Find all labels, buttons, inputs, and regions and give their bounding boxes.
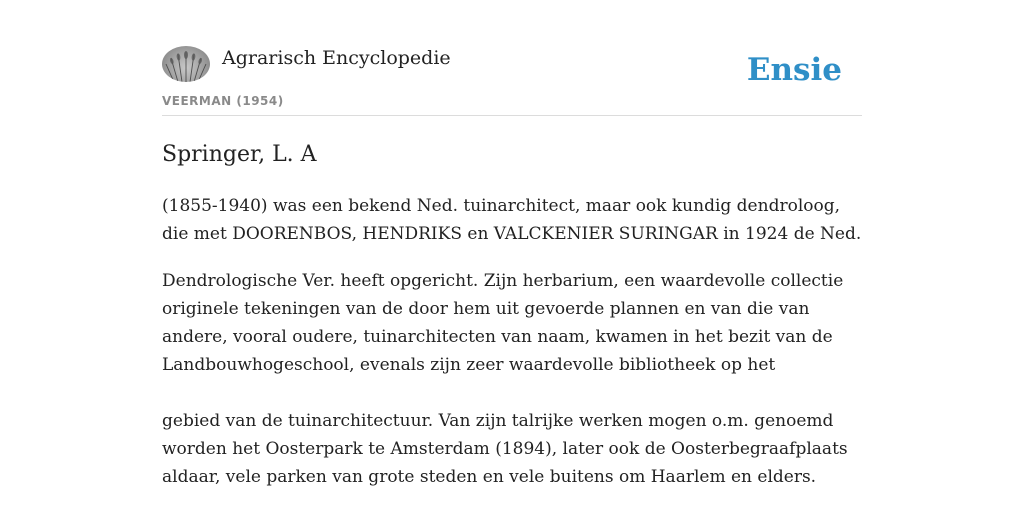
source-label: VEERMAN (1954) xyxy=(162,94,284,108)
encyclopedia-name[interactable]: Agrarisch Encyclopedie xyxy=(222,47,451,69)
article-paragraph: Dendrologische Ver. heeft opgericht. Zijn herbarium, een waardevolle collectie originele tekeningen van de door hem uit gevoerde plannen en van die van andere, vooral oudere, tuinarchitecten van naam, kwamen in het bezit van de Landbouwhogeschool, evenals zijn zeer waardevolle bibliotheek op het xyxy=(162,271,844,375)
article-paragraph: gebied van de tuinarchitectuur. Van zijn talrijke werken mogen o.m. genoemd worden het Oosterpark te Amsterdam (1894), later ook de Oosterbegraafplaats aldaar, vele parken van grote steden en vele buitens om Haarlem en elders. xyxy=(162,411,848,487)
header xyxy=(162,44,862,116)
article-paragraph: (1855-1940) was een bekend Ned. tuinarchitect, maar ook kundig dendroloog, die met DOORENBOS, HENDRIKS en VALCKENIER SURINGAR in 1924 de Ned. xyxy=(162,196,862,244)
page-title: Springer, L. A xyxy=(162,142,317,167)
article-page xyxy=(162,44,862,491)
wheat-logo-icon[interactable] xyxy=(162,46,210,82)
ensie-brand-link[interactable]: Ensie xyxy=(746,52,842,88)
